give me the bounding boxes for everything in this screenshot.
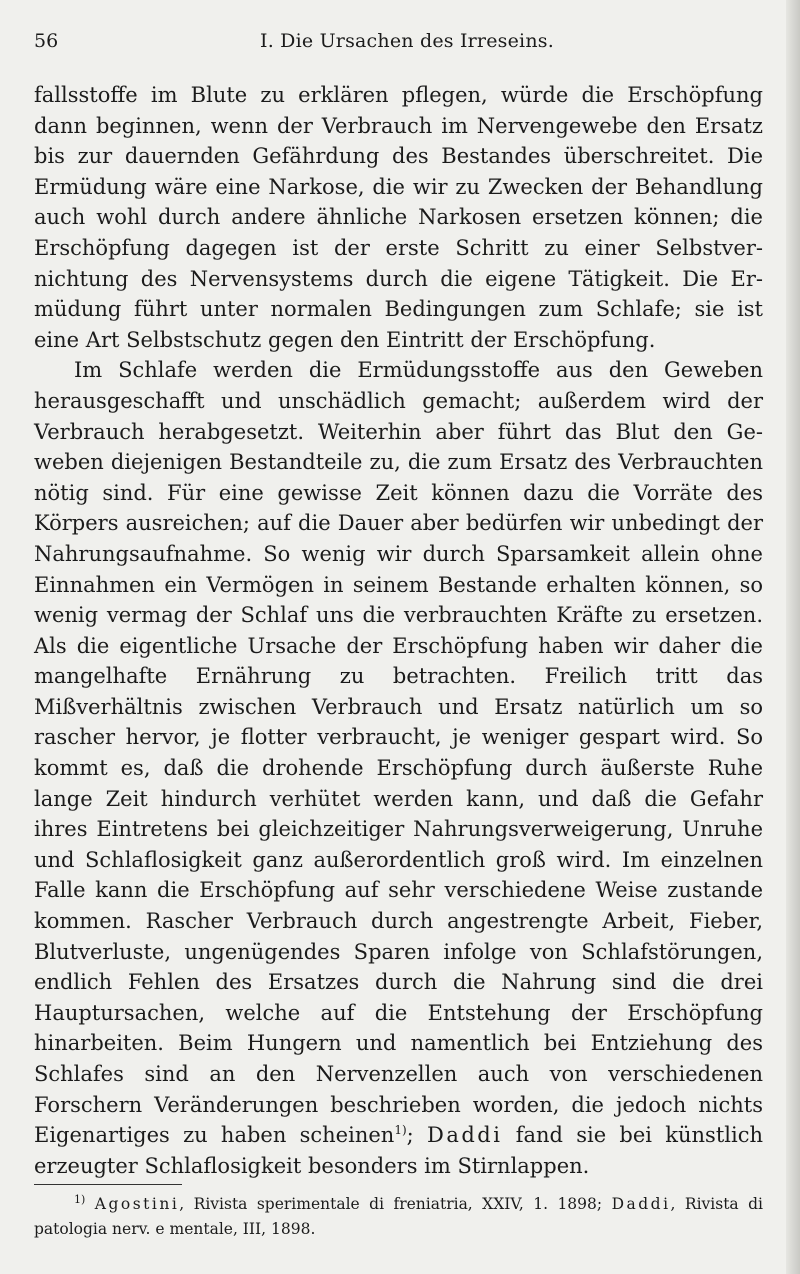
paragraph-2-end: fand sie bei künstlich erzeugter Schlaflosigkeit besonders im Stirnlappen. (34, 1123, 763, 1178)
page-edge-shadow (786, 0, 800, 1274)
body-text (34, 80, 763, 1181)
page-number: 56 (34, 30, 59, 52)
paragraph-2-punct: ; (406, 1123, 427, 1148)
running-head: I. Die Ursachen des Irreseins. (260, 30, 554, 52)
footnote-text-2: , Rivista di patologia nerv. e mentale, III, 1898. (34, 1195, 763, 1238)
footnote-text-1: , Rivista sperimentale di freniatria, XXIV, 1. 1898; (179, 1195, 612, 1213)
paragraph-2-text: Im Schlafe werden die Ermüdungsstoffe aus den Geweben herausgeschafft und unschädlich gemacht; außerdem wird der Verbrauch herabgesetzt. Weiterhin aber führt das Blut den Geweben diejenigen Bestandteile zu, die zum Ersatz des Verbrauchten nötig sind. Für eine gewisse Zeit können dazu die Vorräte des Körpers ausreichen; auf die Dauer aber bedürfen wir unbedingt der Nahrungsaufnahme. So wenig wir durch Sparsamkeit allein ohne Einnahmen ein Vermögen in seinem Bestande erhalten können, so wenig vermag der Schlaf uns die verbrauchten Kräfte zu ersetzen. Als die eigentliche Ursache der Erschöpfung haben wir daher die mangelhafte Ernährung zu betrachten. Freilich tritt das Mißverhältnis zwischen Verbrauch und Ersatz natürlich um so rascher hervor, je flotter verbraucht, je weniger gespart wird. So kommt es, daß die drohende Erschöpfung durch äußerste Ruhe lange Zeit hindurch verhütet werden kann, und daß die Gefahr ihres Eintretens bei gleichzeitiger Nahrungsverweigerung, Unruhe und Schlaflosigkeit ganz außerordentlich groß wird. Im einzelnen Falle kann die Erschöpfung auf sehr verschiedene Weise zustande kommen. Rascher Verbrauch durch angestrengte Arbeit, Fieber, Blutverluste, ungenügendes Sparen infolge von Schlafstörungen, endlich Fehlen des Ersatzes durch die Nahrung sind die drei Hauptursachen, welche auf die Entstehung der Erschöpfung hinarbeiten. Beim Hungern und namentlich bei Entziehung des Schlafes sind an den Nervenzellen auch von verschiedenen Forschern Veränderungen beschrieben worden, die jedoch nichts Eigenartiges zu haben scheinen (34, 358, 763, 1148)
spaced-author-name: Daddi (426, 1123, 503, 1148)
paragraph-1: fallsstoffe im Blute zu erklären pflegen, würde die Erschöpfung dann beginnen, wenn der Verbrauch im Nervengewebe den Ersatz bis zur dauernden Gefährdung des Bestandes überschreitet. Die Ermüdung wäre eine Narkose, die wir zu Zwecken der Behandlung auch wohl durch andere ähnliche Narkosen ersetzen können; die Erschöpfung dagegen ist der erste Schritt zu einer Selbstvernichtung des Nervensystems durch die eigene Tätigkeit. Die Ermüdung führt unter normalen Bedingungen zum Schlafe; sie ist eine Art Selbstschutz gegen den Eintritt der Erschöpfung. (34, 83, 763, 352)
footnote-rule (34, 1184, 182, 1185)
paragraph-2 (34, 355, 763, 1181)
footnote-author-2: Daddi (611, 1195, 671, 1213)
footnote-author-1: Agostini (94, 1195, 180, 1213)
footnote-marker: 1) (74, 1193, 86, 1206)
footnote (34, 1192, 763, 1242)
page-header (34, 30, 764, 58)
footnote-reference: 1) (394, 1123, 407, 1138)
